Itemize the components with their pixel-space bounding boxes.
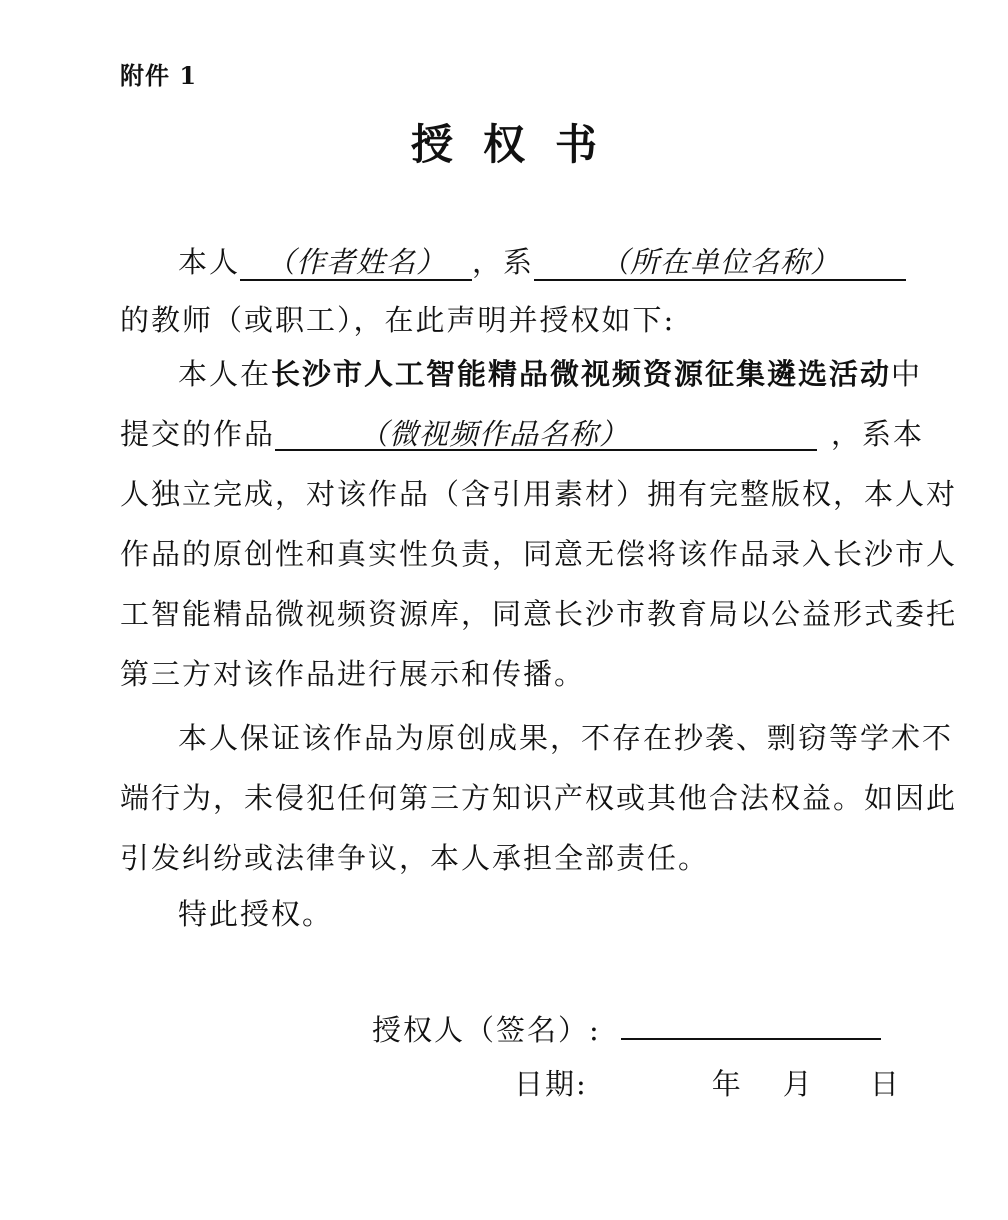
para2-l2-suffix: ，系本 — [831, 417, 925, 451]
para3-line2: 端行为，未侵犯任何第三方知识产权或其他合法权益。如因此 — [120, 781, 958, 815]
activity-name: 长沙市人工智能精品微视频资源征集遴选活动 — [271, 357, 892, 391]
para1-line2: 的教师（或职工），在此声明并授权如下: — [120, 303, 676, 337]
date-label: 日期: — [514, 1067, 588, 1101]
para2-line2 — [120, 414, 925, 454]
work-name-field[interactable]: （微视频作品名称） — [275, 417, 817, 451]
signature-line — [372, 1004, 912, 1047]
para2-prefix: 本人在 — [178, 357, 272, 391]
unit-name-field[interactable]: （所在单位名称） — [534, 245, 906, 281]
document-title: 授权书 — [410, 120, 627, 169]
day-label: 日 — [869, 1067, 901, 1101]
signature-label: 授权人（签名）: — [372, 1013, 601, 1047]
date-line — [514, 1064, 914, 1104]
para4: 特此授权。 — [178, 897, 334, 931]
para1-mid: ，系 — [472, 245, 535, 279]
para1-line1 — [178, 242, 910, 282]
para2-line5: 工智能精品微视频资源库，同意长沙市教育局以公益形式委托 — [120, 597, 958, 631]
para2-line1 — [178, 354, 923, 394]
author-name-field[interactable]: （作者姓名） — [240, 245, 472, 281]
para2-line6: 第三方对该作品进行展示和传播。 — [120, 657, 586, 691]
para2-l2-prefix: 提交的作品 — [120, 417, 276, 451]
para3-line1: 本人保证该作品为原创成果，不存在抄袭、剽窃等学术不 — [178, 721, 954, 755]
para3-line3: 引发纠纷或法律争议，本人承担全部责任。 — [120, 841, 710, 875]
para2-line4: 作品的原创性和真实性负责，同意无偿将该作品录入长沙市人 — [120, 537, 958, 571]
year-label: 年 — [711, 1067, 743, 1101]
signature-field[interactable] — [621, 1004, 881, 1040]
para2-line3: 人独立完成，对该作品（含引用素材）拥有完整版权，本人对 — [120, 477, 958, 511]
month-label: 月 — [782, 1067, 814, 1101]
attachment-label: 附件 1 — [120, 61, 198, 90]
para1-prefix: 本人 — [178, 245, 241, 279]
para2-suffix: 中 — [891, 357, 923, 391]
